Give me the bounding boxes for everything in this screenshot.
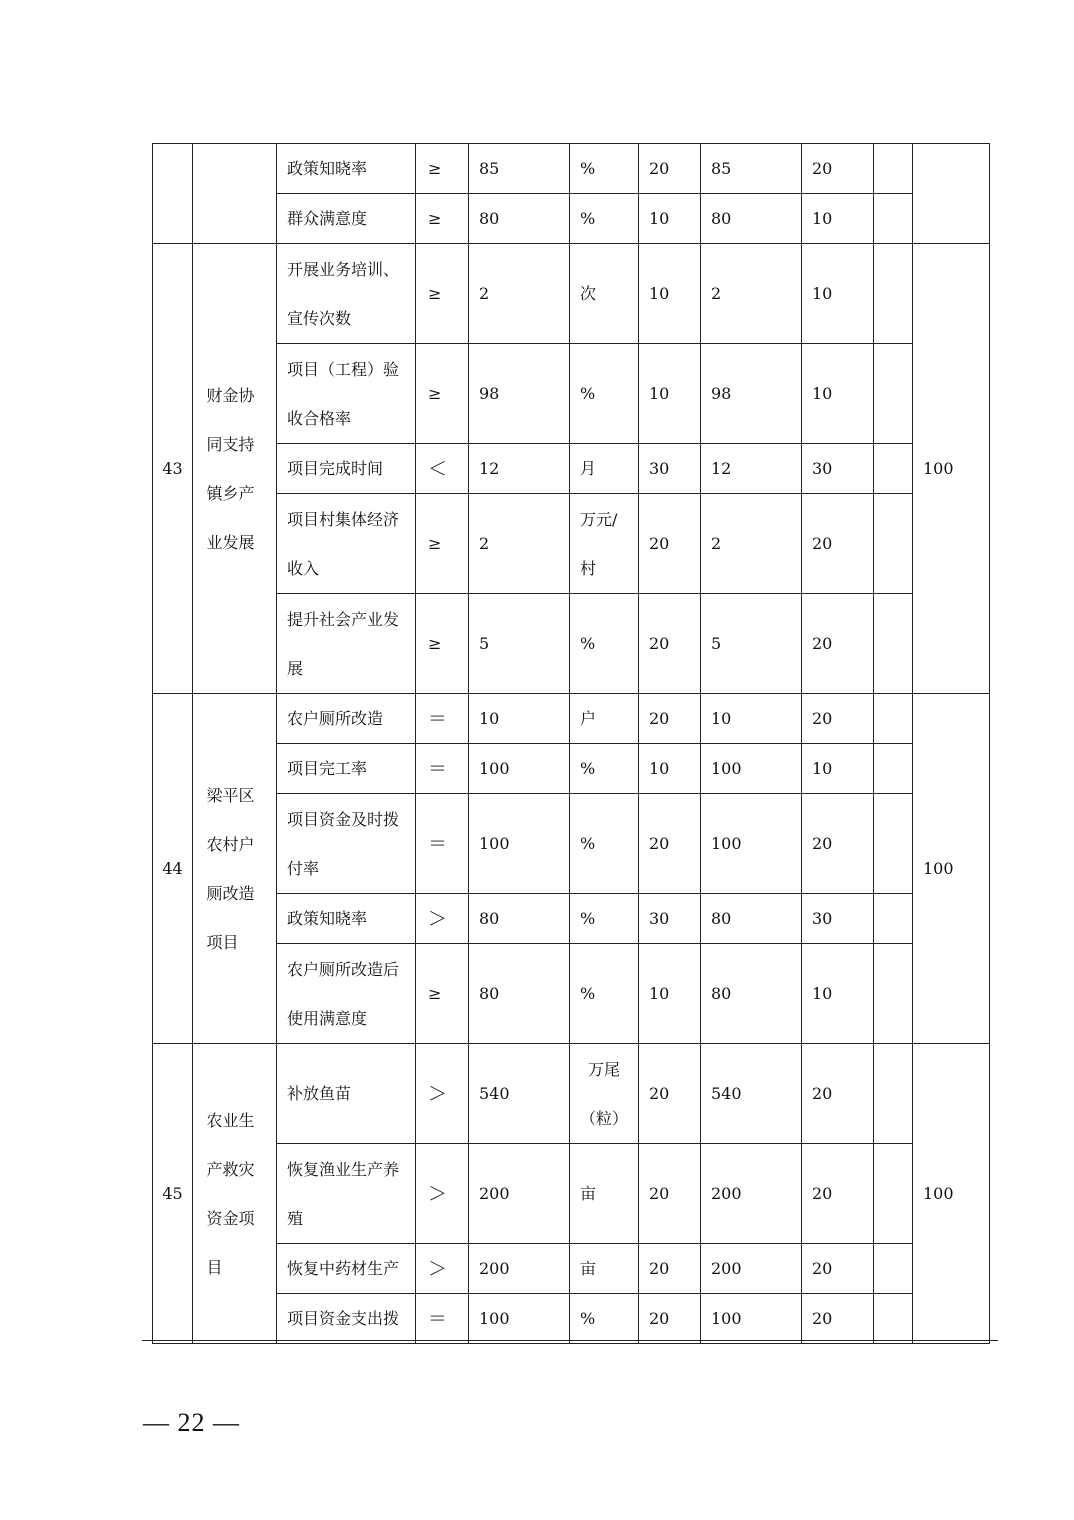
operator-cell: ＝ (416, 794, 469, 894)
project-number-cell: 45 (153, 1044, 193, 1344)
operator-cell: ≥ (416, 944, 469, 1044)
unit-cell: 次 (570, 244, 639, 344)
operator-cell: ≥ (416, 344, 469, 444)
actual-value-cell: 2 (701, 244, 802, 344)
target-value-cell: 12 (469, 444, 570, 494)
indicator-cell: 项目村集体经济收入 (277, 494, 416, 594)
operator-cell: ≥ (416, 494, 469, 594)
score-cell: 20 (802, 1294, 874, 1344)
score-cell: 20 (802, 144, 874, 194)
weight-cell: 30 (639, 894, 701, 944)
project-number-cell (153, 144, 193, 244)
project-number-cell: 44 (153, 694, 193, 1044)
unit-cell: % (570, 594, 639, 694)
table-row (153, 694, 990, 744)
target-value-cell: 85 (469, 144, 570, 194)
indicator-cell: 项目资金及时拨付率 (277, 794, 416, 894)
actual-value-cell: 80 (701, 944, 802, 1044)
table-row (153, 794, 990, 894)
target-value-cell: 80 (469, 944, 570, 1044)
unit-cell: % (570, 744, 639, 794)
operator-cell: ＞ (416, 894, 469, 944)
indicator-cell: 农户厕所改造 (277, 694, 416, 744)
table-row (153, 1144, 990, 1244)
unit-cell: 亩 (570, 1244, 639, 1294)
operator-cell: ＞ (416, 1144, 469, 1244)
indicator-cell: 恢复中药材生产 (277, 1244, 416, 1294)
weight-cell: 30 (639, 444, 701, 494)
target-value-cell: 5 (469, 594, 570, 694)
operator-cell: ≥ (416, 194, 469, 244)
score-cell: 20 (802, 1244, 874, 1294)
indicator-cell: 开展业务培训、宣传次数 (277, 244, 416, 344)
operator-cell: ＞ (416, 1244, 469, 1294)
indicator-cell: 群众满意度 (277, 194, 416, 244)
target-value-cell: 80 (469, 194, 570, 244)
note-cell (874, 1244, 913, 1294)
note-cell (874, 594, 913, 694)
target-value-cell: 80 (469, 894, 570, 944)
table-row (153, 1044, 990, 1144)
unit-cell: % (570, 194, 639, 244)
actual-value-cell: 80 (701, 894, 802, 944)
note-cell (874, 144, 913, 194)
target-value-cell: 200 (469, 1244, 570, 1294)
score-cell: 20 (802, 1144, 874, 1244)
actual-value-cell: 80 (701, 194, 802, 244)
table-row (153, 344, 990, 444)
note-cell (874, 744, 913, 794)
target-value-cell: 100 (469, 744, 570, 794)
operator-cell: ＝ (416, 744, 469, 794)
note-cell (874, 694, 913, 744)
actual-value-cell: 10 (701, 694, 802, 744)
score-cell: 20 (802, 594, 874, 694)
table-row (153, 894, 990, 944)
unit-cell: % (570, 794, 639, 894)
actual-value-cell: 100 (701, 794, 802, 894)
note-cell (874, 1144, 913, 1244)
target-value-cell: 2 (469, 494, 570, 594)
table-row (153, 144, 990, 194)
actual-value-cell: 540 (701, 1044, 802, 1144)
score-cell: 20 (802, 694, 874, 744)
operator-cell: ＝ (416, 1294, 469, 1344)
weight-cell: 10 (639, 244, 701, 344)
table-row (153, 744, 990, 794)
table-row (153, 1294, 990, 1344)
target-value-cell: 200 (469, 1144, 570, 1244)
operator-cell: ≥ (416, 594, 469, 694)
actual-value-cell: 85 (701, 144, 802, 194)
note-cell (874, 1044, 913, 1144)
note-cell (874, 894, 913, 944)
score-cell: 10 (802, 344, 874, 444)
operator-cell: ＝ (416, 694, 469, 744)
unit-cell: % (570, 894, 639, 944)
score-cell: 10 (802, 194, 874, 244)
weight-cell: 10 (639, 944, 701, 1044)
note-cell (874, 194, 913, 244)
note-cell (874, 794, 913, 894)
unit-cell: % (570, 144, 639, 194)
weight-cell: 10 (639, 744, 701, 794)
actual-value-cell: 100 (701, 744, 802, 794)
weight-cell: 20 (639, 144, 701, 194)
project-name-cell: 农业生产救灾资金项目 (193, 1044, 277, 1344)
weight-cell: 20 (639, 694, 701, 744)
actual-value-cell: 98 (701, 344, 802, 444)
unit-cell: 月 (570, 444, 639, 494)
unit-cell: 万尾（粒） (570, 1044, 639, 1144)
project-name-cell (193, 144, 277, 244)
actual-value-cell: 12 (701, 444, 802, 494)
note-cell (874, 944, 913, 1044)
operator-cell: ≥ (416, 144, 469, 194)
target-value-cell: 2 (469, 244, 570, 344)
score-cell: 20 (802, 494, 874, 594)
note-cell (874, 444, 913, 494)
target-value-cell: 98 (469, 344, 570, 444)
page-number: — 22 — (143, 1408, 240, 1437)
score-cell: 10 (802, 244, 874, 344)
table-row (153, 494, 990, 594)
project-name-cell: 梁平区农村户厕改造项目 (193, 694, 277, 1044)
score-cell: 30 (802, 894, 874, 944)
actual-value-cell: 5 (701, 594, 802, 694)
performance-indicator-table (152, 143, 990, 1344)
note-cell (874, 1294, 913, 1344)
actual-value-cell: 200 (701, 1244, 802, 1294)
table-row (153, 444, 990, 494)
operator-cell: ＞ (416, 1044, 469, 1144)
table-row (153, 194, 990, 244)
weight-cell: 20 (639, 1044, 701, 1144)
indicator-cell: 政策知晓率 (277, 144, 416, 194)
weight-cell: 20 (639, 1294, 701, 1344)
indicator-cell: 项目资金支出拨 (277, 1294, 416, 1344)
total-score-cell: 100 (913, 694, 990, 1044)
actual-value-cell: 200 (701, 1144, 802, 1244)
score-cell: 20 (802, 1044, 874, 1144)
actual-value-cell: 2 (701, 494, 802, 594)
unit-cell: % (570, 944, 639, 1044)
unit-cell: % (570, 1294, 639, 1344)
indicator-cell: 项目完成时间 (277, 444, 416, 494)
indicator-cell: 恢复渔业生产养殖 (277, 1144, 416, 1244)
indicator-cell: 项目完工率 (277, 744, 416, 794)
note-cell (874, 344, 913, 444)
table-row (153, 594, 990, 694)
weight-cell: 20 (639, 1144, 701, 1244)
operator-cell: ≥ (416, 244, 469, 344)
table-row (153, 1244, 990, 1294)
project-number-cell: 43 (153, 244, 193, 694)
table-row (153, 244, 990, 344)
total-score-cell (913, 144, 990, 244)
indicator-cell: 政策知晓率 (277, 894, 416, 944)
score-cell: 10 (802, 944, 874, 1044)
actual-value-cell: 100 (701, 1294, 802, 1344)
target-value-cell: 10 (469, 694, 570, 744)
indicator-cell: 项目（工程）验收合格率 (277, 344, 416, 444)
score-cell: 30 (802, 444, 874, 494)
weight-cell: 20 (639, 794, 701, 894)
indicator-cell: 提升社会产业发展 (277, 594, 416, 694)
total-score-cell: 100 (913, 244, 990, 694)
weight-cell: 20 (639, 494, 701, 594)
target-value-cell: 100 (469, 1294, 570, 1344)
unit-cell: 万元/村 (570, 494, 639, 594)
weight-cell: 10 (639, 194, 701, 244)
table-row (153, 944, 990, 1044)
note-cell (874, 244, 913, 344)
score-cell: 20 (802, 794, 874, 894)
total-score-cell: 100 (913, 1044, 990, 1344)
indicator-cell: 农户厕所改造后使用满意度 (277, 944, 416, 1044)
operator-cell: ＜ (416, 444, 469, 494)
weight-cell: 10 (639, 344, 701, 444)
unit-cell: 户 (570, 694, 639, 744)
weight-cell: 20 (639, 594, 701, 694)
unit-cell: % (570, 344, 639, 444)
project-name-cell: 财金协同支持镇乡产业发展 (193, 244, 277, 694)
weight-cell: 20 (639, 1244, 701, 1294)
note-cell (874, 494, 913, 594)
score-cell: 10 (802, 744, 874, 794)
page-bottom-rule (142, 1340, 998, 1341)
indicator-cell: 补放鱼苗 (277, 1044, 416, 1144)
target-value-cell: 540 (469, 1044, 570, 1144)
unit-cell: 亩 (570, 1144, 639, 1244)
target-value-cell: 100 (469, 794, 570, 894)
